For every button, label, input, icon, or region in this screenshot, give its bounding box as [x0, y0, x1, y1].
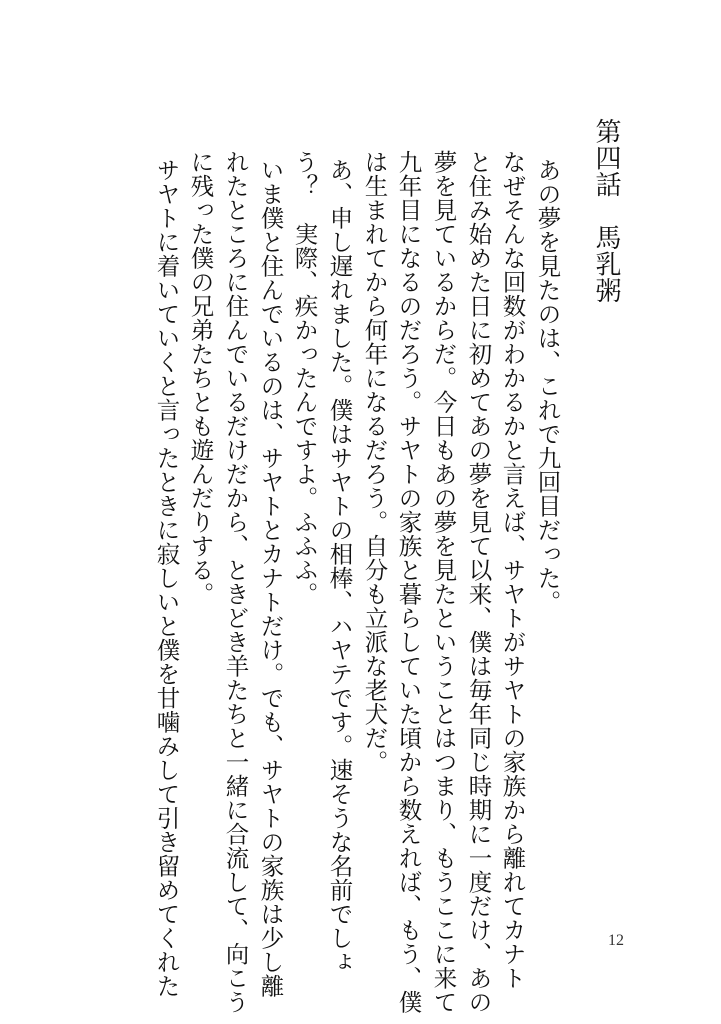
text-line-4: 夢を見ているからだ。今日もあの夢を見たということはつまり、もうここに来て [429, 150, 458, 1014]
page-number: 12 [608, 932, 624, 949]
text-line-1: あの夢を見たのは、これで九回目だった。 [533, 158, 562, 614]
text-line-5: 九年目になるのだろう。サヤトの家族と暮らしていた頃から数えれば、もう、僕 [394, 150, 423, 1014]
text-line-9: いま僕と住んでいるのは、サヤトとカナトだけ。でも、サヤトの家族は少し離 [256, 158, 285, 998]
text-line-3: と住み始めた日に初めてあの夢を見て以来、僕は毎年同じ時期に一度だけ、あの [464, 150, 493, 1014]
text-line-10: れたところに住んでいるだけだから、ときどき羊たちと一緒に合流して、向こう [221, 150, 250, 1014]
text-line-7: あ、申し遅れました。僕はサヤトの相棒、ハヤテです。速そうな名前でしょ [325, 158, 354, 974]
text-line-6: は生まれてから何年になるだろう。自分も立派な老犬だ。 [360, 150, 389, 774]
text-line-2: なぜそんな回数がわかるかと言えば、サヤトがサヤトの家族から離れてカナト [498, 150, 527, 990]
chapter-title: 第四話 馬乳粥 [591, 118, 621, 304]
text-line-8: う？ 実際、疾かったんですよ。ふふふ。 [290, 150, 319, 606]
text-line-11: に残った僕の兄弟たちとも遊んだりする。 [186, 150, 215, 606]
text-line-12: サヤトに着いていくと言ったときに寂しいと僕を甘噛みして引き留めてくれた [152, 158, 181, 998]
